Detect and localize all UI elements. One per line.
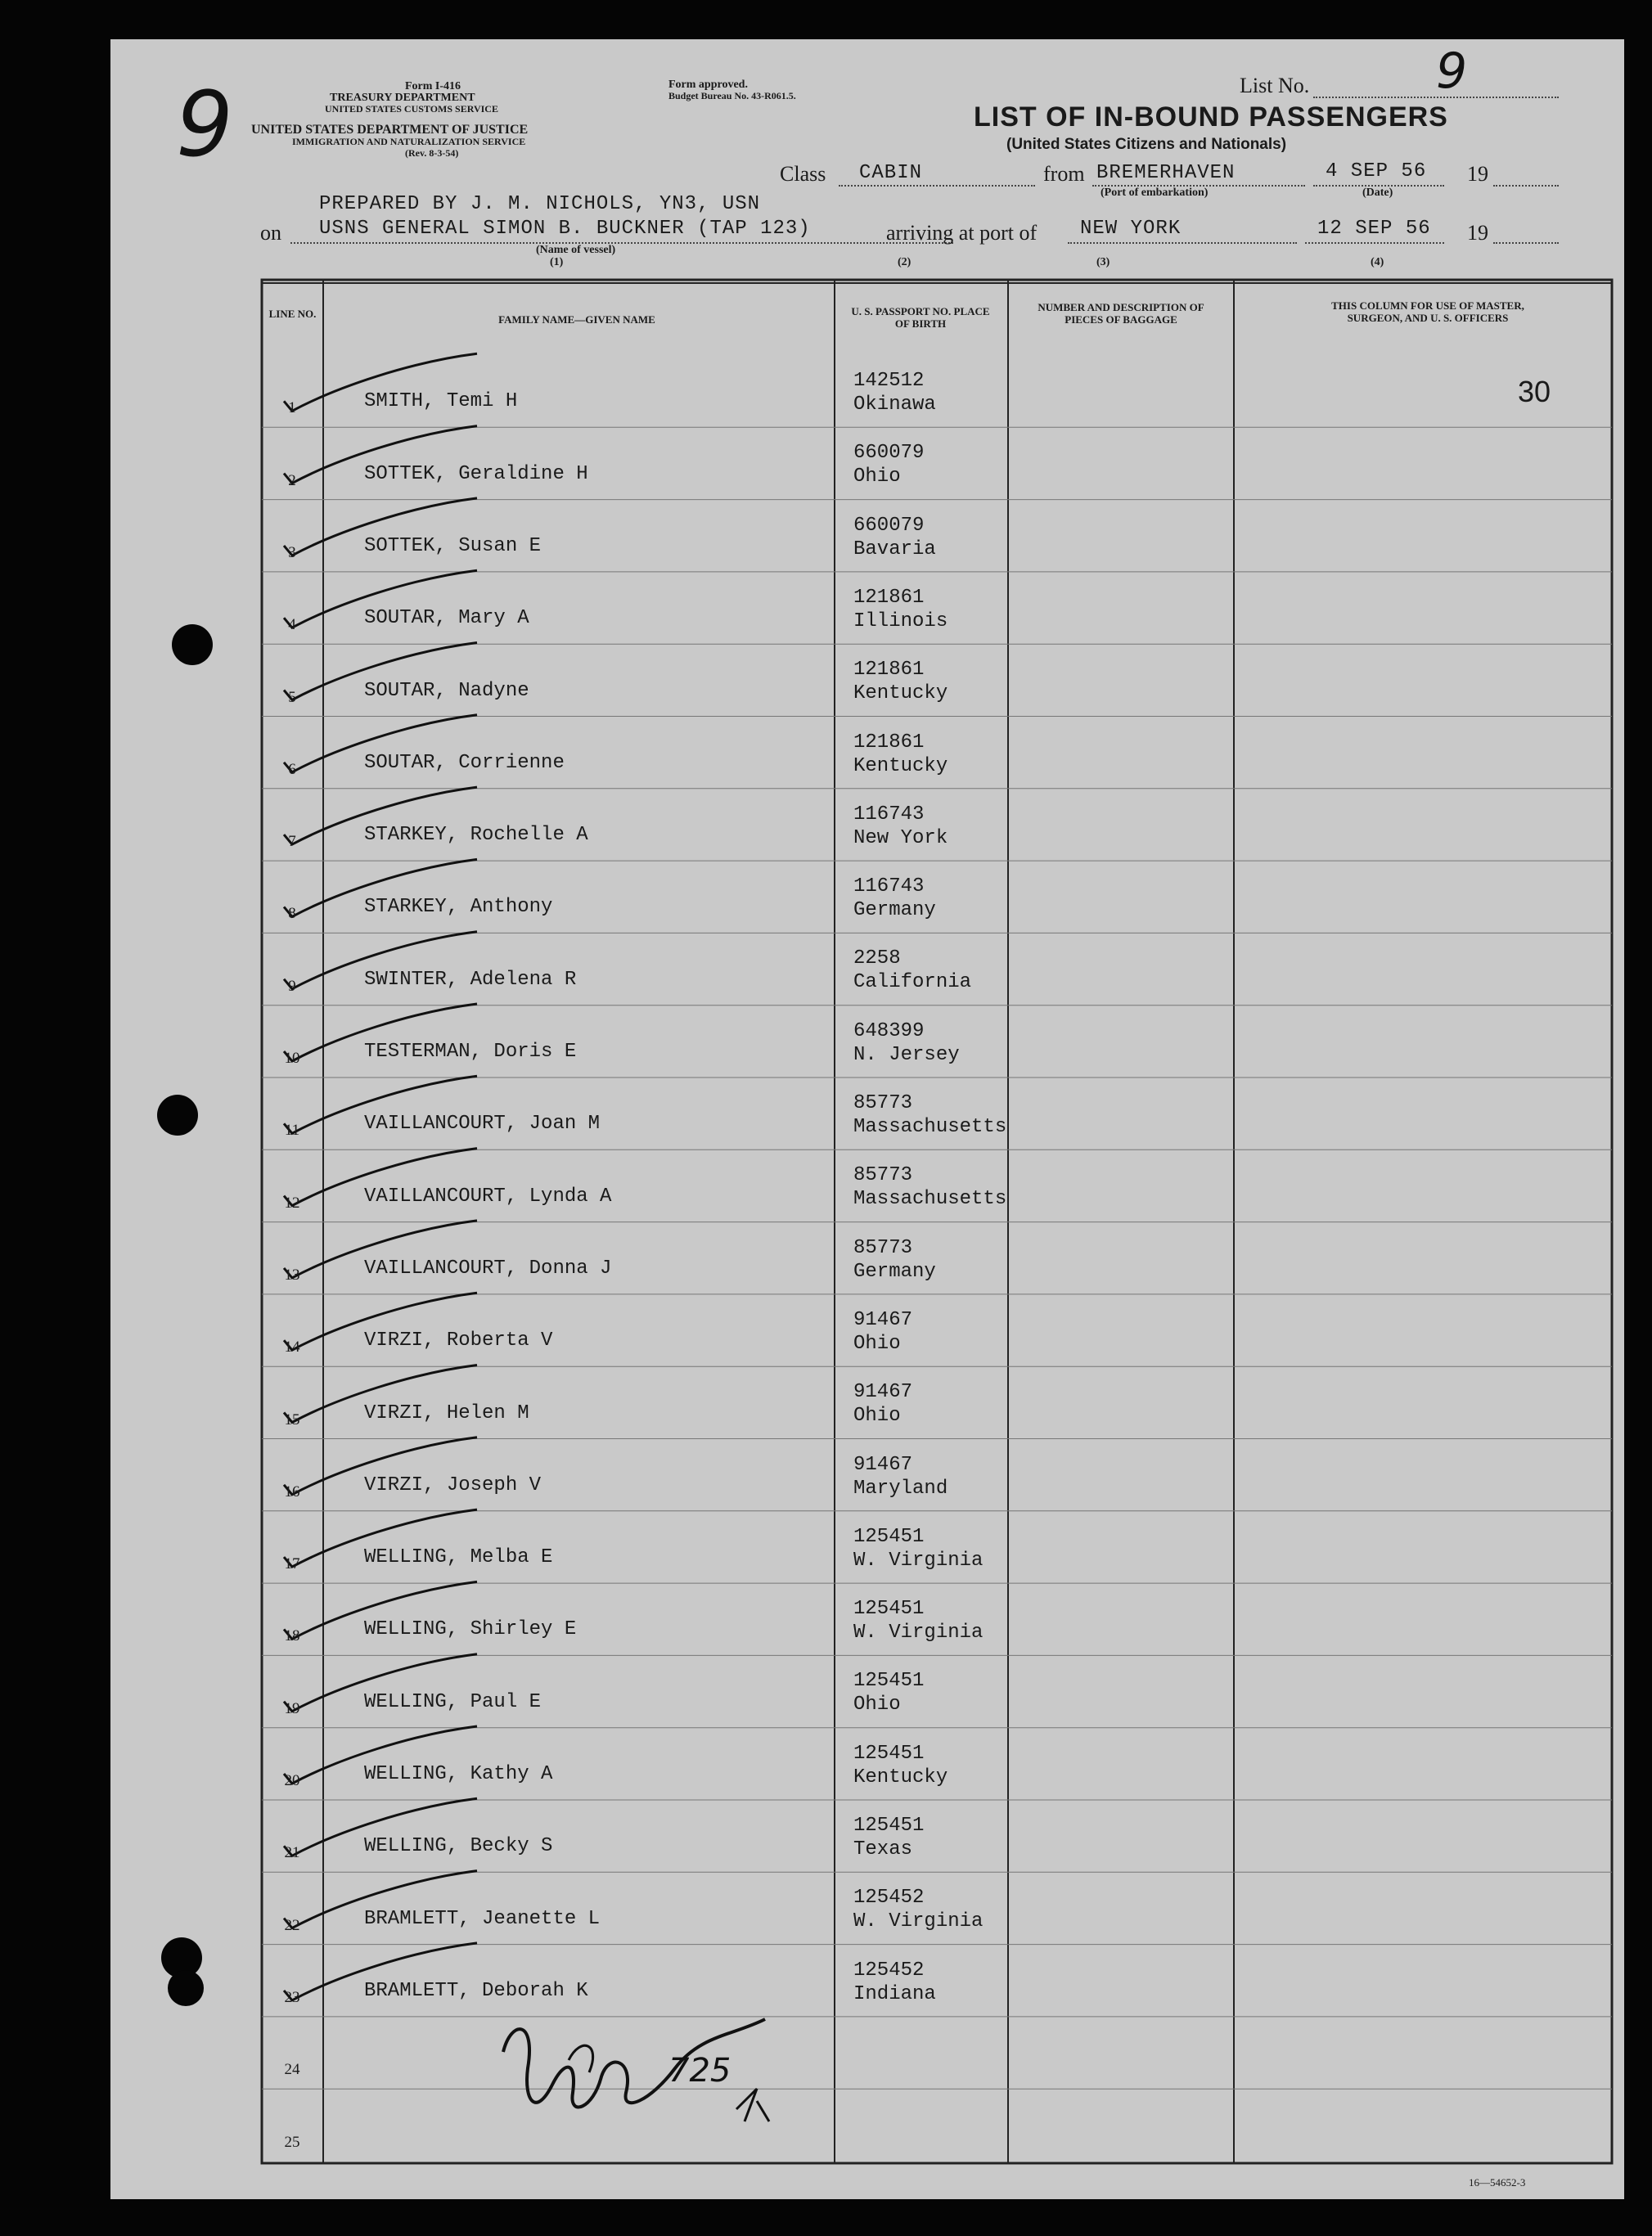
line-number: 16 — [284, 1482, 300, 1500]
passenger-name: WELLING, Kathy A — [364, 1763, 553, 1785]
passport-number: 125451 — [853, 1742, 925, 1765]
passenger-name: VAILLANCOURT, Donna J — [364, 1257, 612, 1280]
arrival-date: 12 SEP 56 — [1317, 218, 1431, 240]
place-of-birth: Ohio — [853, 466, 901, 488]
place-of-birth: Indiana — [853, 1982, 936, 2005]
from-port: BREMERHAVEN — [1096, 162, 1236, 184]
column-header-name: FAMILY NAME—GIVEN NAME — [498, 313, 655, 326]
column-number: (4) — [1371, 256, 1384, 268]
place-of-birth: Illinois — [853, 610, 948, 632]
passenger-name: VAILLANCOURT, Lynda A — [364, 1185, 612, 1208]
passport-number: 85773 — [853, 1236, 913, 1259]
column-header-baggage: NUMBER AND DESCRIPTION OF PIECES OF BAGGAGE — [1038, 301, 1204, 326]
line-number: 4 — [288, 616, 296, 634]
column-header-line-no: LINE NO. — [268, 308, 317, 320]
year-prefix-1: 19 — [1467, 162, 1488, 186]
passport-number: 116743 — [853, 875, 925, 898]
place-of-birth: Massachusetts — [853, 1188, 1007, 1211]
line-number: 20 — [284, 1772, 300, 1789]
line-number: 8 — [288, 905, 296, 923]
class-label: Class — [780, 162, 826, 186]
place-of-birth: Bavaria — [853, 538, 936, 560]
place-of-birth: Ohio — [853, 1405, 901, 1428]
line-number: 24 — [284, 2061, 300, 2079]
passport-number: 125451 — [853, 1598, 925, 1621]
line-number: 3 — [288, 543, 296, 561]
passport-number: 648399 — [853, 1019, 925, 1042]
line-number: 15 — [284, 1410, 300, 1428]
column-number: (1) — [550, 256, 564, 268]
footer-code: 16—54652-3 — [1469, 2176, 1526, 2189]
passport-number: 121861 — [853, 586, 925, 609]
passenger-name: SOUTAR, Mary A — [364, 607, 529, 630]
place-of-birth: California — [853, 971, 972, 994]
place-of-birth: N. Jersey — [853, 1043, 960, 1066]
place-of-birth: Germany — [853, 1260, 936, 1283]
line-number: 25 — [284, 2133, 300, 2151]
column-header-officers: THIS COLUMN FOR USE OF MASTER, SURGEON, AND U. S. OFFICERS — [1331, 299, 1524, 324]
passport-number: 116743 — [853, 803, 925, 826]
passport-number: 125452 — [853, 1887, 925, 1910]
line-number: 18 — [284, 1627, 300, 1645]
line-number: 1 — [288, 399, 296, 417]
passenger-count-note: 30 — [1518, 375, 1551, 408]
column-number: (2) — [898, 256, 912, 268]
passenger-name: SOTTEK, Geraldine H — [364, 462, 588, 485]
line-number: 6 — [288, 760, 296, 778]
place-of-birth: Kentucky — [853, 1766, 948, 1788]
passenger-name: TESTERMAN, Doris E — [364, 1041, 577, 1063]
passport-number: 660079 — [853, 514, 925, 537]
passport-number: 85773 — [853, 1092, 913, 1114]
place-of-birth: Ohio — [853, 1332, 901, 1355]
document-title: LIST OF IN-BOUND PASSENGERS — [974, 101, 1448, 133]
column-header-passport: U. S. PASSPORT NO. PLACE OF BIRTH — [851, 305, 990, 330]
passport-number: 121861 — [853, 659, 925, 682]
passenger-name: WELLING, Paul E — [364, 1690, 542, 1713]
passenger-name: WELLING, Melba E — [364, 1546, 553, 1569]
passenger-name: BRAMLETT, Deborah K — [364, 1979, 588, 2002]
arrival-port: NEW YORK — [1080, 218, 1182, 240]
form-approved: Form approved. — [668, 79, 748, 91]
passenger-name: STARKEY, Anthony — [364, 896, 553, 919]
passenger-name: WELLING, Shirley E — [364, 1618, 577, 1641]
passport-number: 91467 — [853, 1308, 913, 1331]
place-of-birth: Texas — [853, 1838, 913, 1860]
passenger-name: STARKEY, Rochelle A — [364, 824, 588, 847]
on-label: on — [260, 221, 281, 245]
passport-number: 91467 — [853, 1381, 913, 1404]
passenger-name: BRAMLETT, Jeanette L — [364, 1907, 601, 1930]
line-number: 23 — [284, 1988, 300, 2006]
form-number: Form I-416 — [405, 80, 461, 92]
place-of-birth: New York — [853, 826, 948, 849]
passenger-name: SOTTEK, Susan E — [364, 534, 542, 557]
passport-number: 125451 — [853, 1815, 925, 1837]
passenger-name: SOUTAR, Nadyne — [364, 679, 529, 702]
passport-number: 85773 — [853, 1164, 913, 1187]
signature-note: 725 — [668, 2052, 731, 2090]
line-number: 17 — [284, 1555, 300, 1573]
line-number: 5 — [288, 688, 296, 706]
from-caption: (Port of embarkation) — [1101, 187, 1209, 199]
list-number: 9 — [1436, 43, 1468, 100]
line-number: 11 — [284, 1122, 300, 1140]
corner-page-number: 9 — [176, 72, 233, 177]
officer-signature — [110, 39, 1624, 2199]
from-label: from — [1043, 162, 1085, 186]
year-prefix-2: 19 — [1467, 221, 1488, 245]
passport-number: 2258 — [853, 947, 901, 970]
passenger-name: VIRZI, Roberta V — [364, 1329, 553, 1352]
passenger-name: SWINTER, Adelena R — [364, 968, 577, 991]
customs-service: UNITED STATES CUSTOMS SERVICE — [325, 103, 498, 115]
place-of-birth: Kentucky — [853, 754, 948, 777]
line-number: 12 — [284, 1194, 300, 1212]
embark-date: 4 SEP 56 — [1326, 160, 1427, 182]
line-number: 14 — [284, 1338, 300, 1356]
passenger-name: WELLING, Becky S — [364, 1835, 553, 1858]
passport-number: 125452 — [853, 1959, 925, 1982]
budget-bureau: Budget Bureau No. 43-R061.5. — [668, 90, 796, 101]
list-no-label: List No. — [1240, 74, 1310, 97]
ins-service: IMMIGRATION AND NATURALIZATION SERVICE — [292, 136, 526, 147]
passport-number: 125451 — [853, 1670, 925, 1693]
passenger-name: VIRZI, Joseph V — [364, 1473, 542, 1496]
manifest-sheet — [110, 39, 1624, 2199]
place-of-birth: Okinawa — [853, 394, 936, 416]
line-number: 9 — [288, 977, 296, 995]
document-subtitle: (United States Citizens and Nationals) — [1006, 136, 1287, 153]
passport-number: 142512 — [853, 370, 925, 392]
vessel-name: USNS GENERAL SIMON B. BUCKNER (TAP 123) — [319, 218, 811, 240]
line-number: 21 — [284, 1844, 300, 1862]
place-of-birth: Ohio — [853, 1694, 901, 1716]
prepared-by: PREPARED BY J. M. NICHOLS, YN3, USN — [319, 193, 761, 215]
place-of-birth: Germany — [853, 899, 936, 922]
passenger-name: SMITH, Temi H — [364, 390, 518, 413]
date-caption: (Date) — [1362, 187, 1393, 199]
passenger-name: SOUTAR, Corrienne — [364, 751, 565, 774]
place-of-birth: Massachusetts — [853, 1116, 1007, 1138]
passenger-name: VAILLANCOURT, Joan M — [364, 1113, 601, 1136]
passport-number: 121861 — [853, 731, 925, 754]
vessel-caption: (Name of vessel) — [536, 244, 616, 256]
line-number: 7 — [288, 833, 296, 851]
line-number: 22 — [284, 1916, 300, 1934]
class-value: CABIN — [859, 162, 923, 184]
place-of-birth: Kentucky — [853, 682, 948, 705]
place-of-birth: W. Virginia — [853, 1549, 984, 1572]
place-of-birth: Maryland — [853, 1477, 948, 1500]
treasury-dept: TREASURY DEPARTMENT — [330, 92, 475, 104]
place-of-birth: W. Virginia — [853, 1622, 984, 1644]
passport-number: 660079 — [853, 442, 925, 465]
line-number: 19 — [284, 1699, 300, 1717]
justice-dept: UNITED STATES DEPARTMENT OF JUSTICE — [251, 123, 529, 137]
line-number: 13 — [284, 1266, 300, 1284]
line-number: 2 — [288, 471, 296, 489]
arriving-label: arriving at port of — [886, 221, 1038, 245]
place-of-birth: W. Virginia — [853, 1910, 984, 1933]
line-number: 10 — [284, 1050, 300, 1067]
revision-date: (Rev. 8-3-54) — [405, 147, 459, 159]
passenger-name: VIRZI, Helen M — [364, 1401, 529, 1424]
column-number: (3) — [1096, 256, 1110, 268]
passport-number: 91467 — [853, 1453, 913, 1476]
passport-number: 125451 — [853, 1525, 925, 1548]
